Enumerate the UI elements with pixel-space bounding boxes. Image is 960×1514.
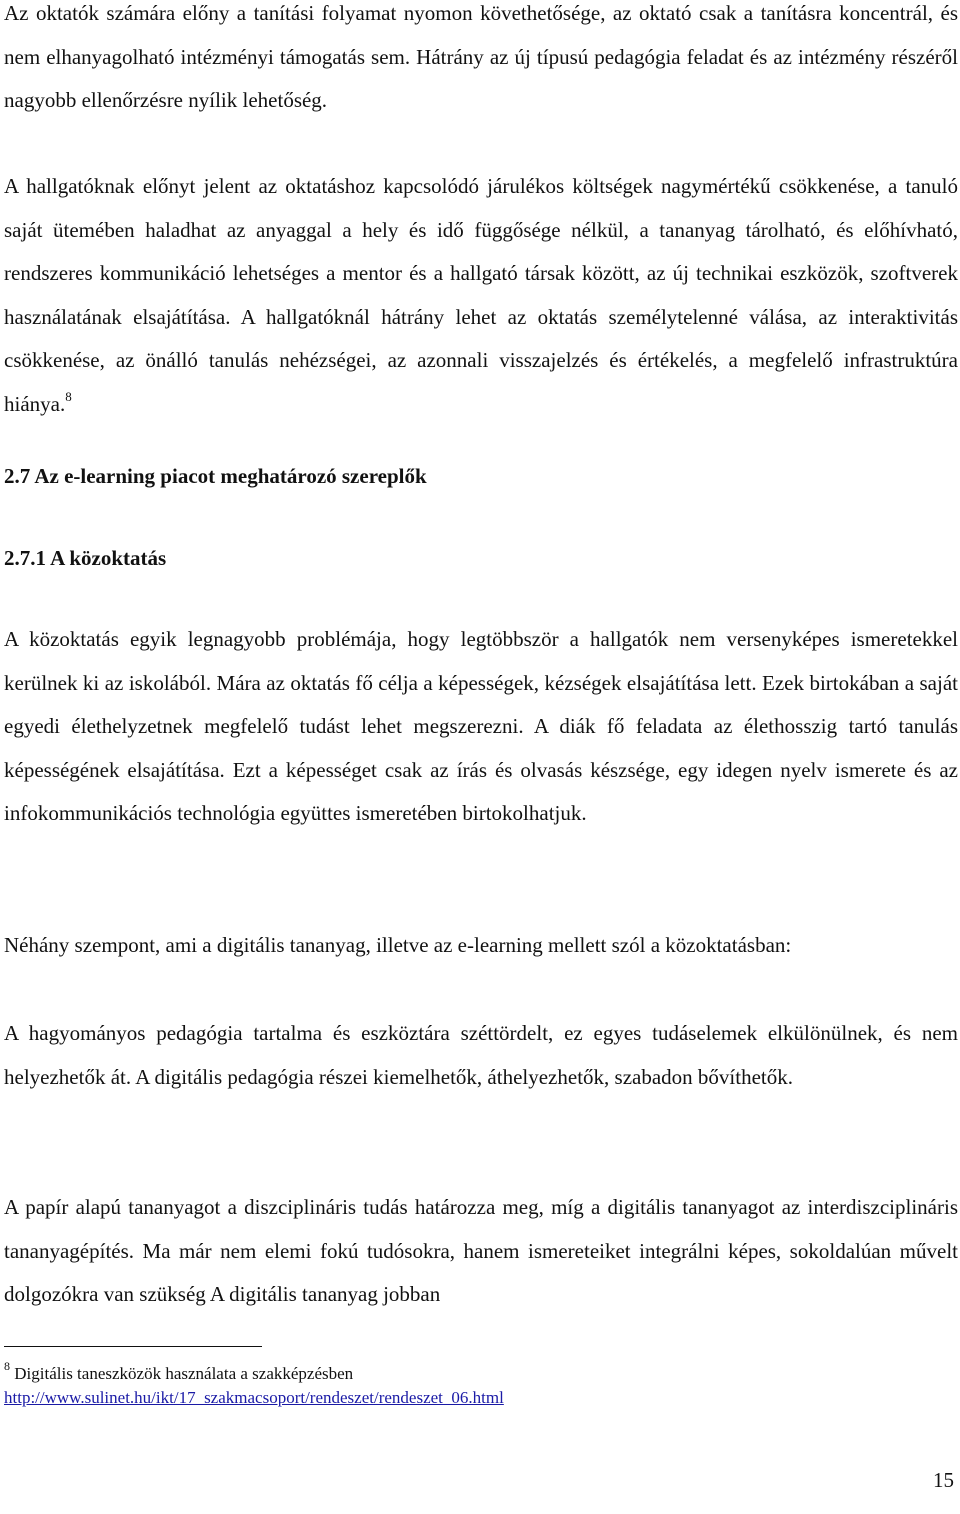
paragraph-student-advantages bbox=[4, 165, 958, 426]
paragraph-paper-based bbox=[4, 1186, 958, 1317]
section-heading: 2.7 Az e-learning piacot meghatározó szereplők bbox=[4, 464, 427, 488]
paragraph-text-wrapper bbox=[4, 165, 958, 426]
footnote-reference[interactable]: 8 bbox=[65, 388, 72, 404]
paragraph-public-education bbox=[4, 618, 958, 836]
footnote-number: 8 bbox=[4, 1359, 10, 1374]
paragraph-traditional-pedagogy bbox=[4, 1012, 958, 1099]
paragraph-text: A hagyományos pedagógia tartalma és eszköztára széttördelt, ez egyes tudáselemek elkülönülnek, és nem helyezhetők át. A digitális pedagógia részei kiemelhetők, áthelyezhetők, szabadon bővíthetők. bbox=[4, 1021, 958, 1089]
paragraph-text: A hallgatóknak előnyt jelent az oktatáshoz kapcsolódó járulékos költségek nagymértékű csökkenése, a tanuló saját ütemében haladhat az anyaggal a hely és idő függősége nélkül, a tananyag tárolható, és előhívható, rendszeres kommunikáció lehetséges a mentor és a hallgató társak között, az új technikai eszközök, szoftverek használatának elsajátítása. A hallgatóknál hátrány lehet az oktatás személytelenné válása, az interaktivitás csökkenése, az önálló tanulás nehézségei, az azonnali visszajelzés és értékelés, a megfelelő infrastruktúra hiánya. bbox=[4, 174, 958, 416]
page-number: 15 bbox=[933, 1468, 954, 1492]
paragraph-text: Néhány szempont, ami a digitális tananyag, illetve az e-learning mellett szól a közoktatásban: bbox=[4, 933, 792, 957]
paragraph-text: A papír alapú tananyagot a diszciplináris tudás határozza meg, míg a digitális tananyagot az interdiszciplináris tananyagépítés. Ma már nem elemi fokú tudósokra, hanem ismereteiket integrálni képes, sokoldalúan művelt dolgozókra van szükség A digitális tananyag jobban bbox=[4, 1195, 958, 1306]
footnote-divider bbox=[4, 1346, 262, 1347]
footnote-text: Digitális taneszközök használata a szakképzésben bbox=[14, 1364, 354, 1383]
paragraph-text: A közoktatás egyik legnagyobb problémája, hogy legtöbbször a hallgatók nem versenyképes ismeretekkel kerülnek ki az iskolából. Mára az oktatás fő célja a képességek, kézségek elsajátítása lett. Ezek birtokában a saját egyedi élethelyzetnek megfelelő tudást lehet megszerezni. A diák fő feladata az élethosszig tartó tanulás képességének elsajátítása. Ezt a képességet csak az írás és olvasás készsége, egy idegen nyelv ismerete és az infokommunikációs technológia együttes ismeretében birtokolhatjuk. bbox=[4, 627, 958, 825]
subsection-heading: 2.7.1 A közoktatás bbox=[4, 546, 167, 570]
paragraph-text: Az oktatók számára előny a tanítási folyamat nyomon követhetősége, az oktató csak a tanításra koncentrál, és nem elhanyagolható intézményi támogatás sem. Hátrány az új típusú pedagógia feladat és az intézmény részéről nagyobb ellenőrzésre nyílik lehetőség. bbox=[4, 1, 958, 112]
footnote bbox=[4, 1359, 504, 1410]
paragraph-aspects-intro bbox=[4, 924, 958, 968]
footnote-link-line bbox=[4, 1386, 504, 1410]
footnote-line bbox=[4, 1359, 504, 1386]
paragraph-instructor-advantages bbox=[4, 0, 958, 123]
footnote-link[interactable]: http://www.sulinet.hu/ikt/17_szakmacsoport/rendeszet/rendeszet_06.html bbox=[4, 1388, 504, 1407]
